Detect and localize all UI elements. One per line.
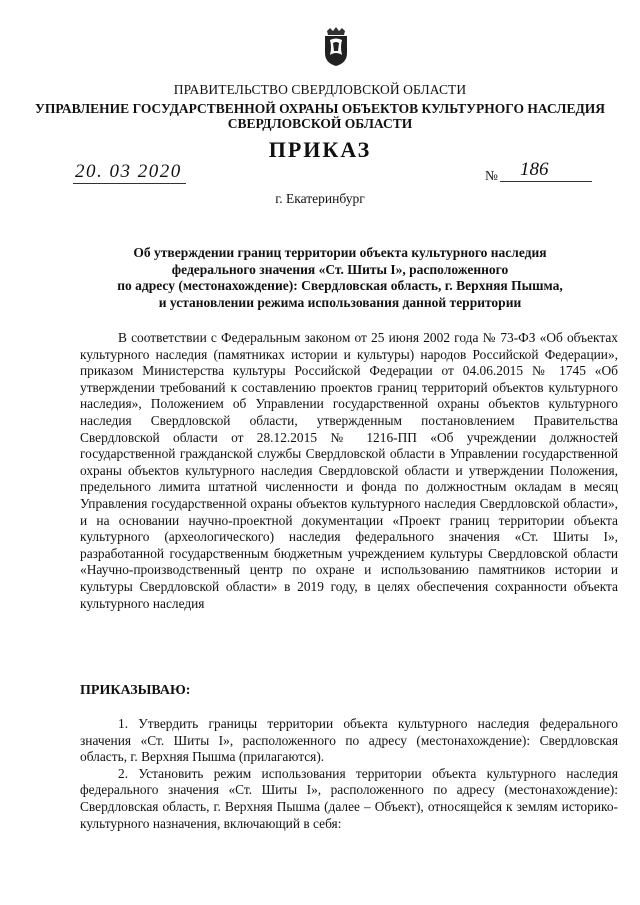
preamble-paragraph: В соответствии с Федеральным законом от 25 июня 2002 года № 73-ФЗ «Об объектах культурного наследия (памятниках истории и культуры) народов Российской Федерации», приказом Министерства культуры Российской Федерации от 04.06.2015 № 1745 «Об утверждении требований к составлению проектов границ территорий объектов культурного наследия», Положением об Управлении государственной охраны объектов культурного наследия Свердловской области, утвержденным постановлением Правительства Свердловской области от 28.12.2015 № 1216-ПП «Об учреждении должностей государственной гражданской службы Свердловской области в Управлении государственной охраны объектов культурного наследия Свердловской области и утверждении Положения, предельного лимита штатной численности и фонда по должностным окладам в месяц Управления государственной охраны объектов культурного наследия Свердловской области», и на основании научно-проектной документации «Проект границ территории объекта культурного (археологического) наследия федерального значения «Ст. Шиты I», разработанной государственным бюджетным учреждением культуры Свердловской области «Научно-производственный центр по охране и использованию памятников истории и культуры Свердловской области» в 2019 году, в целях обеспечения сохранности объекта культурного наследия bbox=[80, 330, 618, 611]
preamble bbox=[80, 330, 618, 612]
title-line: по адресу (местонахождение): Свердловская область, г. Верхняя Пышма, bbox=[117, 278, 563, 293]
title-line: и установлении режима использования данной территории bbox=[158, 294, 522, 310]
order-item: 2. Установить режим использования территории объекта культурного наследия федерального значения «Ст. Шиты I», расположенного по адресу (местонахождение): Свердловская область, г. Верхняя Пышма (далее – Объект), относящейся к землям историко-культурного назначения, включающий в себя: bbox=[80, 765, 618, 831]
document-title bbox=[80, 245, 600, 311]
government-name: ПРАВИТЕЛЬСТВО СВЕРДЛОВСКОЙ ОБЛАСТИ bbox=[173, 82, 467, 97]
order-word: ПРИКАЗЫВАЮ: bbox=[80, 683, 191, 698]
order-date: 20. 03 2020 bbox=[73, 161, 186, 184]
title-line: Об утверждении границ территории объекта культурного наследия bbox=[133, 245, 547, 260]
title-line: федерального значения «Ст. Шиты I», расположенного bbox=[171, 261, 509, 277]
document-type: ПРИКАЗ bbox=[268, 137, 372, 162]
department-name-line1: УПРАВЛЕНИЕ ГОСУДАРСТВЕННОЙ ОХРАНЫ ОБЪЕКТОВ КУЛЬТУРНОГО НАСЛЕДИЯ bbox=[34, 101, 606, 116]
number-sign: № bbox=[485, 168, 498, 183]
coat-of-arms-icon bbox=[321, 27, 351, 67]
order-number: 186 bbox=[500, 159, 592, 182]
order-items bbox=[80, 716, 618, 832]
order-item: 1. Утвердить границы территории объекта культурного наследия федерального значения «Ст. Шиты I», расположенного по адресу (местонахождение): Свердловская область, г. Верхняя Пышма (прилагаются). bbox=[80, 716, 618, 765]
city: г. Екатеринбург bbox=[275, 191, 365, 206]
department-name-line2: СВЕРДЛОВСКОЙ ОБЛАСТИ bbox=[227, 116, 413, 131]
